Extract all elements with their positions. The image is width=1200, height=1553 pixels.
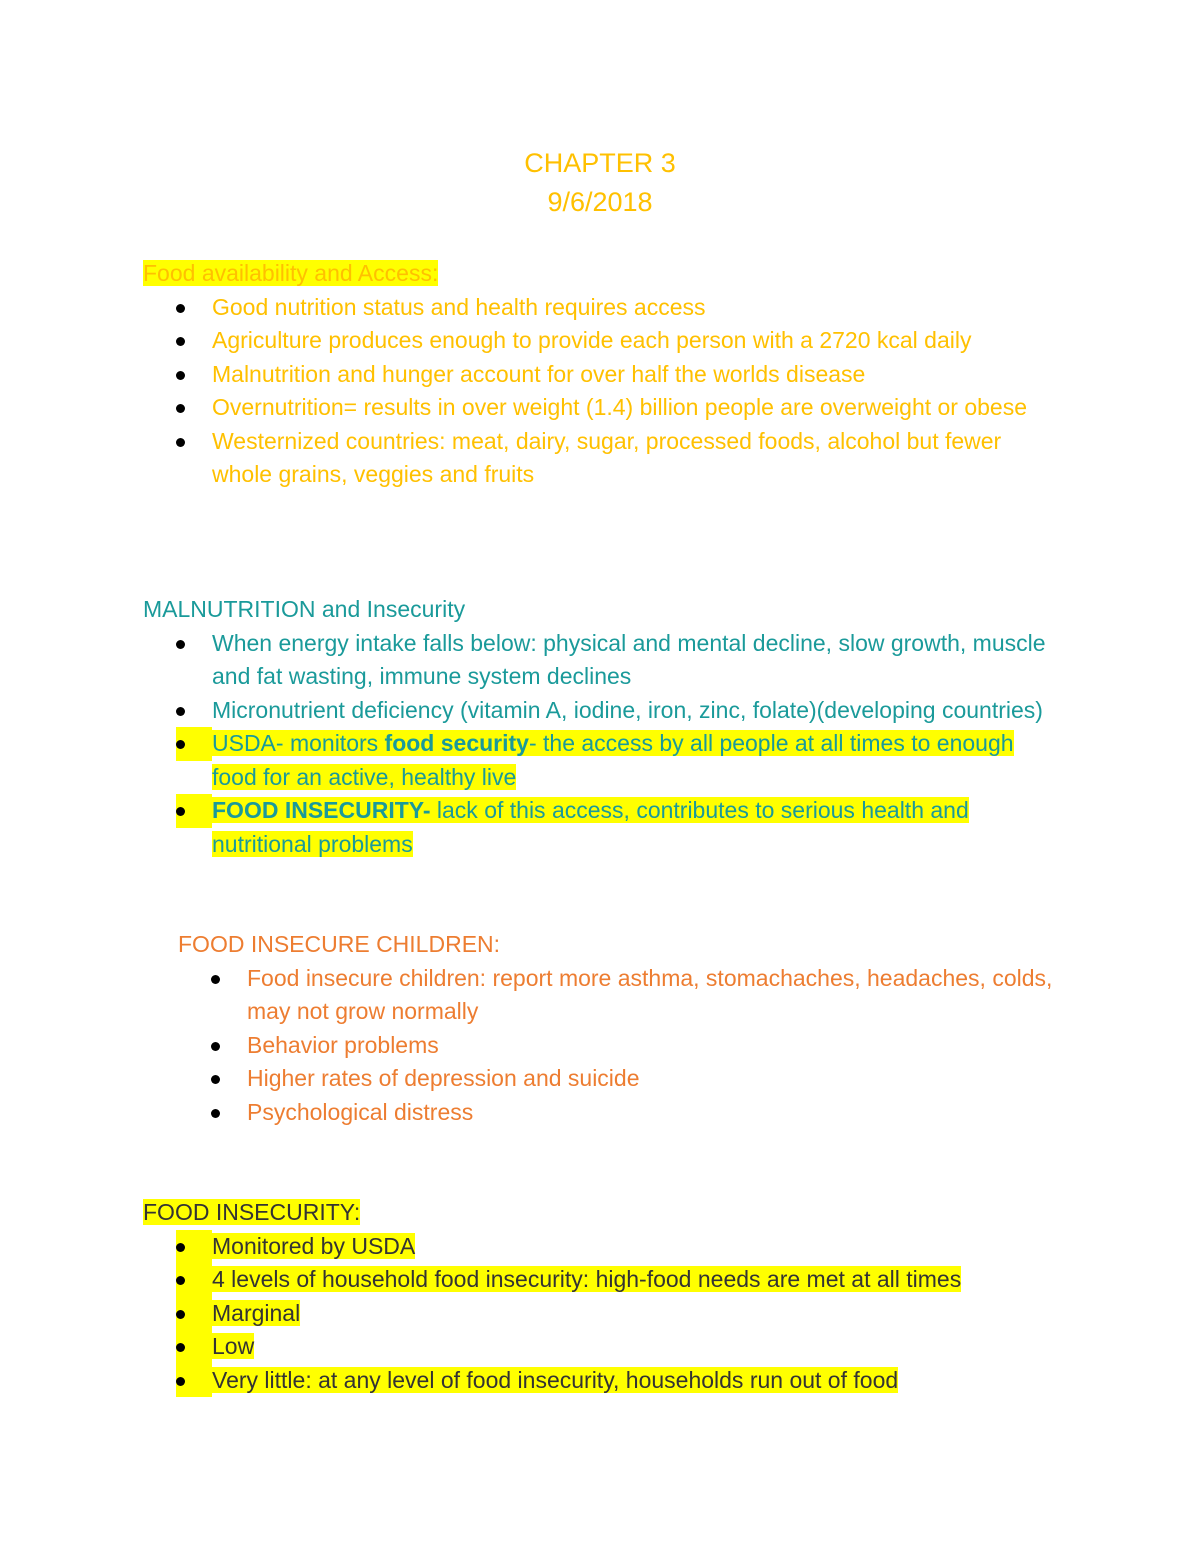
bullet-list xyxy=(143,627,1063,862)
list-item-text: Good nutrition status and health requires access xyxy=(212,293,706,320)
bullet-icon xyxy=(176,1243,185,1252)
list-item-text: Behavior problems xyxy=(247,1031,439,1058)
food-insecurity-definition: lack of this access, contributes to serious health and nutritional problems xyxy=(212,797,969,857)
list-item xyxy=(143,391,1063,425)
list-item xyxy=(178,962,1098,1029)
list-item-text xyxy=(212,730,1014,790)
bullet-icon xyxy=(211,1075,220,1084)
bullet-icon xyxy=(176,337,185,346)
section-heading xyxy=(143,257,1063,291)
bullet-highlight xyxy=(176,1263,212,1297)
list-item xyxy=(178,1062,1098,1096)
list-item xyxy=(143,291,1063,325)
bullet-icon xyxy=(211,1042,220,1051)
section-food-insecurity xyxy=(143,1196,1063,1397)
list-item-text: Westernized countries: meat, dairy, sugar, processed foods, alcohol but fewer whole grains, veggies and fruits xyxy=(212,427,1002,487)
bullet-icon xyxy=(176,807,185,816)
list-item-text: Food insecure children: report more asthma, stomachaches, headaches, colds, may not grow normally xyxy=(247,964,1053,1024)
list-item-text: Low xyxy=(212,1333,255,1359)
bullet-list xyxy=(143,1230,1063,1398)
list-item-text xyxy=(212,797,969,857)
list-item-food-insecurity xyxy=(143,794,1063,861)
section-heading: MALNUTRITION and Insecurity xyxy=(143,596,466,622)
bullet-highlight xyxy=(176,1330,212,1364)
list-item-text: Agriculture produces enough to provide each person with a 2720 kcal daily xyxy=(212,327,972,353)
list-item xyxy=(143,627,1063,694)
bullet-highlight xyxy=(176,1230,212,1264)
usda-definition: - the access by all people at all times to enough food for an active, healthy live xyxy=(212,730,1014,790)
bullet-icon xyxy=(176,1377,185,1386)
bullet-highlight xyxy=(176,727,212,761)
bullet-highlight xyxy=(176,794,212,828)
list-item-text: Higher rates of depression and suicide xyxy=(247,1065,640,1091)
section-heading xyxy=(143,1196,1063,1230)
bullet-icon xyxy=(176,304,185,313)
list-item xyxy=(143,1330,1063,1364)
bullet-icon xyxy=(176,1310,185,1319)
section-malnutrition xyxy=(143,593,1063,861)
list-item xyxy=(143,694,1063,728)
bullet-icon xyxy=(176,740,185,749)
bullet-highlight xyxy=(176,1364,212,1398)
bullet-highlight xyxy=(176,1297,212,1331)
section-food-insecure-children xyxy=(178,928,1098,1129)
bullet-list xyxy=(178,962,1098,1130)
list-item xyxy=(143,1364,1063,1398)
list-item xyxy=(143,1297,1063,1331)
bullet-icon xyxy=(176,1343,185,1352)
bullet-icon xyxy=(176,1276,185,1285)
bullet-list xyxy=(143,291,1063,492)
list-item xyxy=(178,1029,1098,1063)
bullet-icon xyxy=(176,404,185,413)
bullet-icon xyxy=(176,371,185,380)
list-item-text: Micronutrient deficiency (vitamin A, iodine, iron, zinc, folate)(developing countries) xyxy=(212,696,1043,723)
list-item xyxy=(143,1230,1063,1264)
list-item-usda xyxy=(143,727,1063,794)
food-security-term: food security xyxy=(384,730,529,756)
list-item xyxy=(178,1096,1098,1130)
bullet-icon xyxy=(211,1109,220,1118)
bullet-icon xyxy=(176,707,185,716)
bullet-icon xyxy=(176,640,185,649)
list-item-text: Psychological distress xyxy=(247,1098,474,1125)
heading-text: Food availability and Access: xyxy=(143,260,439,286)
list-item-text: Monitored by USDA xyxy=(212,1232,416,1259)
chapter-title: CHAPTER 3 xyxy=(524,148,676,178)
list-item-text: 4 levels of household food insecurity: high-food needs are met at all times xyxy=(212,1266,962,1292)
food-insecurity-term: FOOD INSECURITY- xyxy=(212,797,431,823)
usda-prefix: USDA- monitors xyxy=(212,730,385,756)
list-item-text: When energy intake falls below: physical and mental decline, slow growth, muscle and fat wasting, immune system declines xyxy=(212,629,1046,689)
list-item xyxy=(143,1263,1063,1297)
list-item-text: Marginal xyxy=(212,1299,301,1326)
list-item xyxy=(143,425,1063,492)
list-item xyxy=(143,324,1063,358)
list-item-text: Overnutrition= results in over weight (1.4) billion people are overweight or obese xyxy=(212,394,1028,420)
heading-text: FOOD INSECURITY: xyxy=(143,1199,361,1225)
bullet-icon xyxy=(211,975,220,984)
chapter-date: 9/6/2018 xyxy=(547,187,653,217)
section-food-availability xyxy=(143,257,1063,492)
list-item-text: Very little: at any level of food insecurity, households run out of food xyxy=(212,1366,899,1393)
bullet-icon xyxy=(176,438,185,447)
section-heading: FOOD INSECURE CHILDREN: xyxy=(178,931,501,957)
list-item xyxy=(143,358,1063,392)
list-item-text: Malnutrition and hunger account for over half the worlds disease xyxy=(212,360,866,387)
